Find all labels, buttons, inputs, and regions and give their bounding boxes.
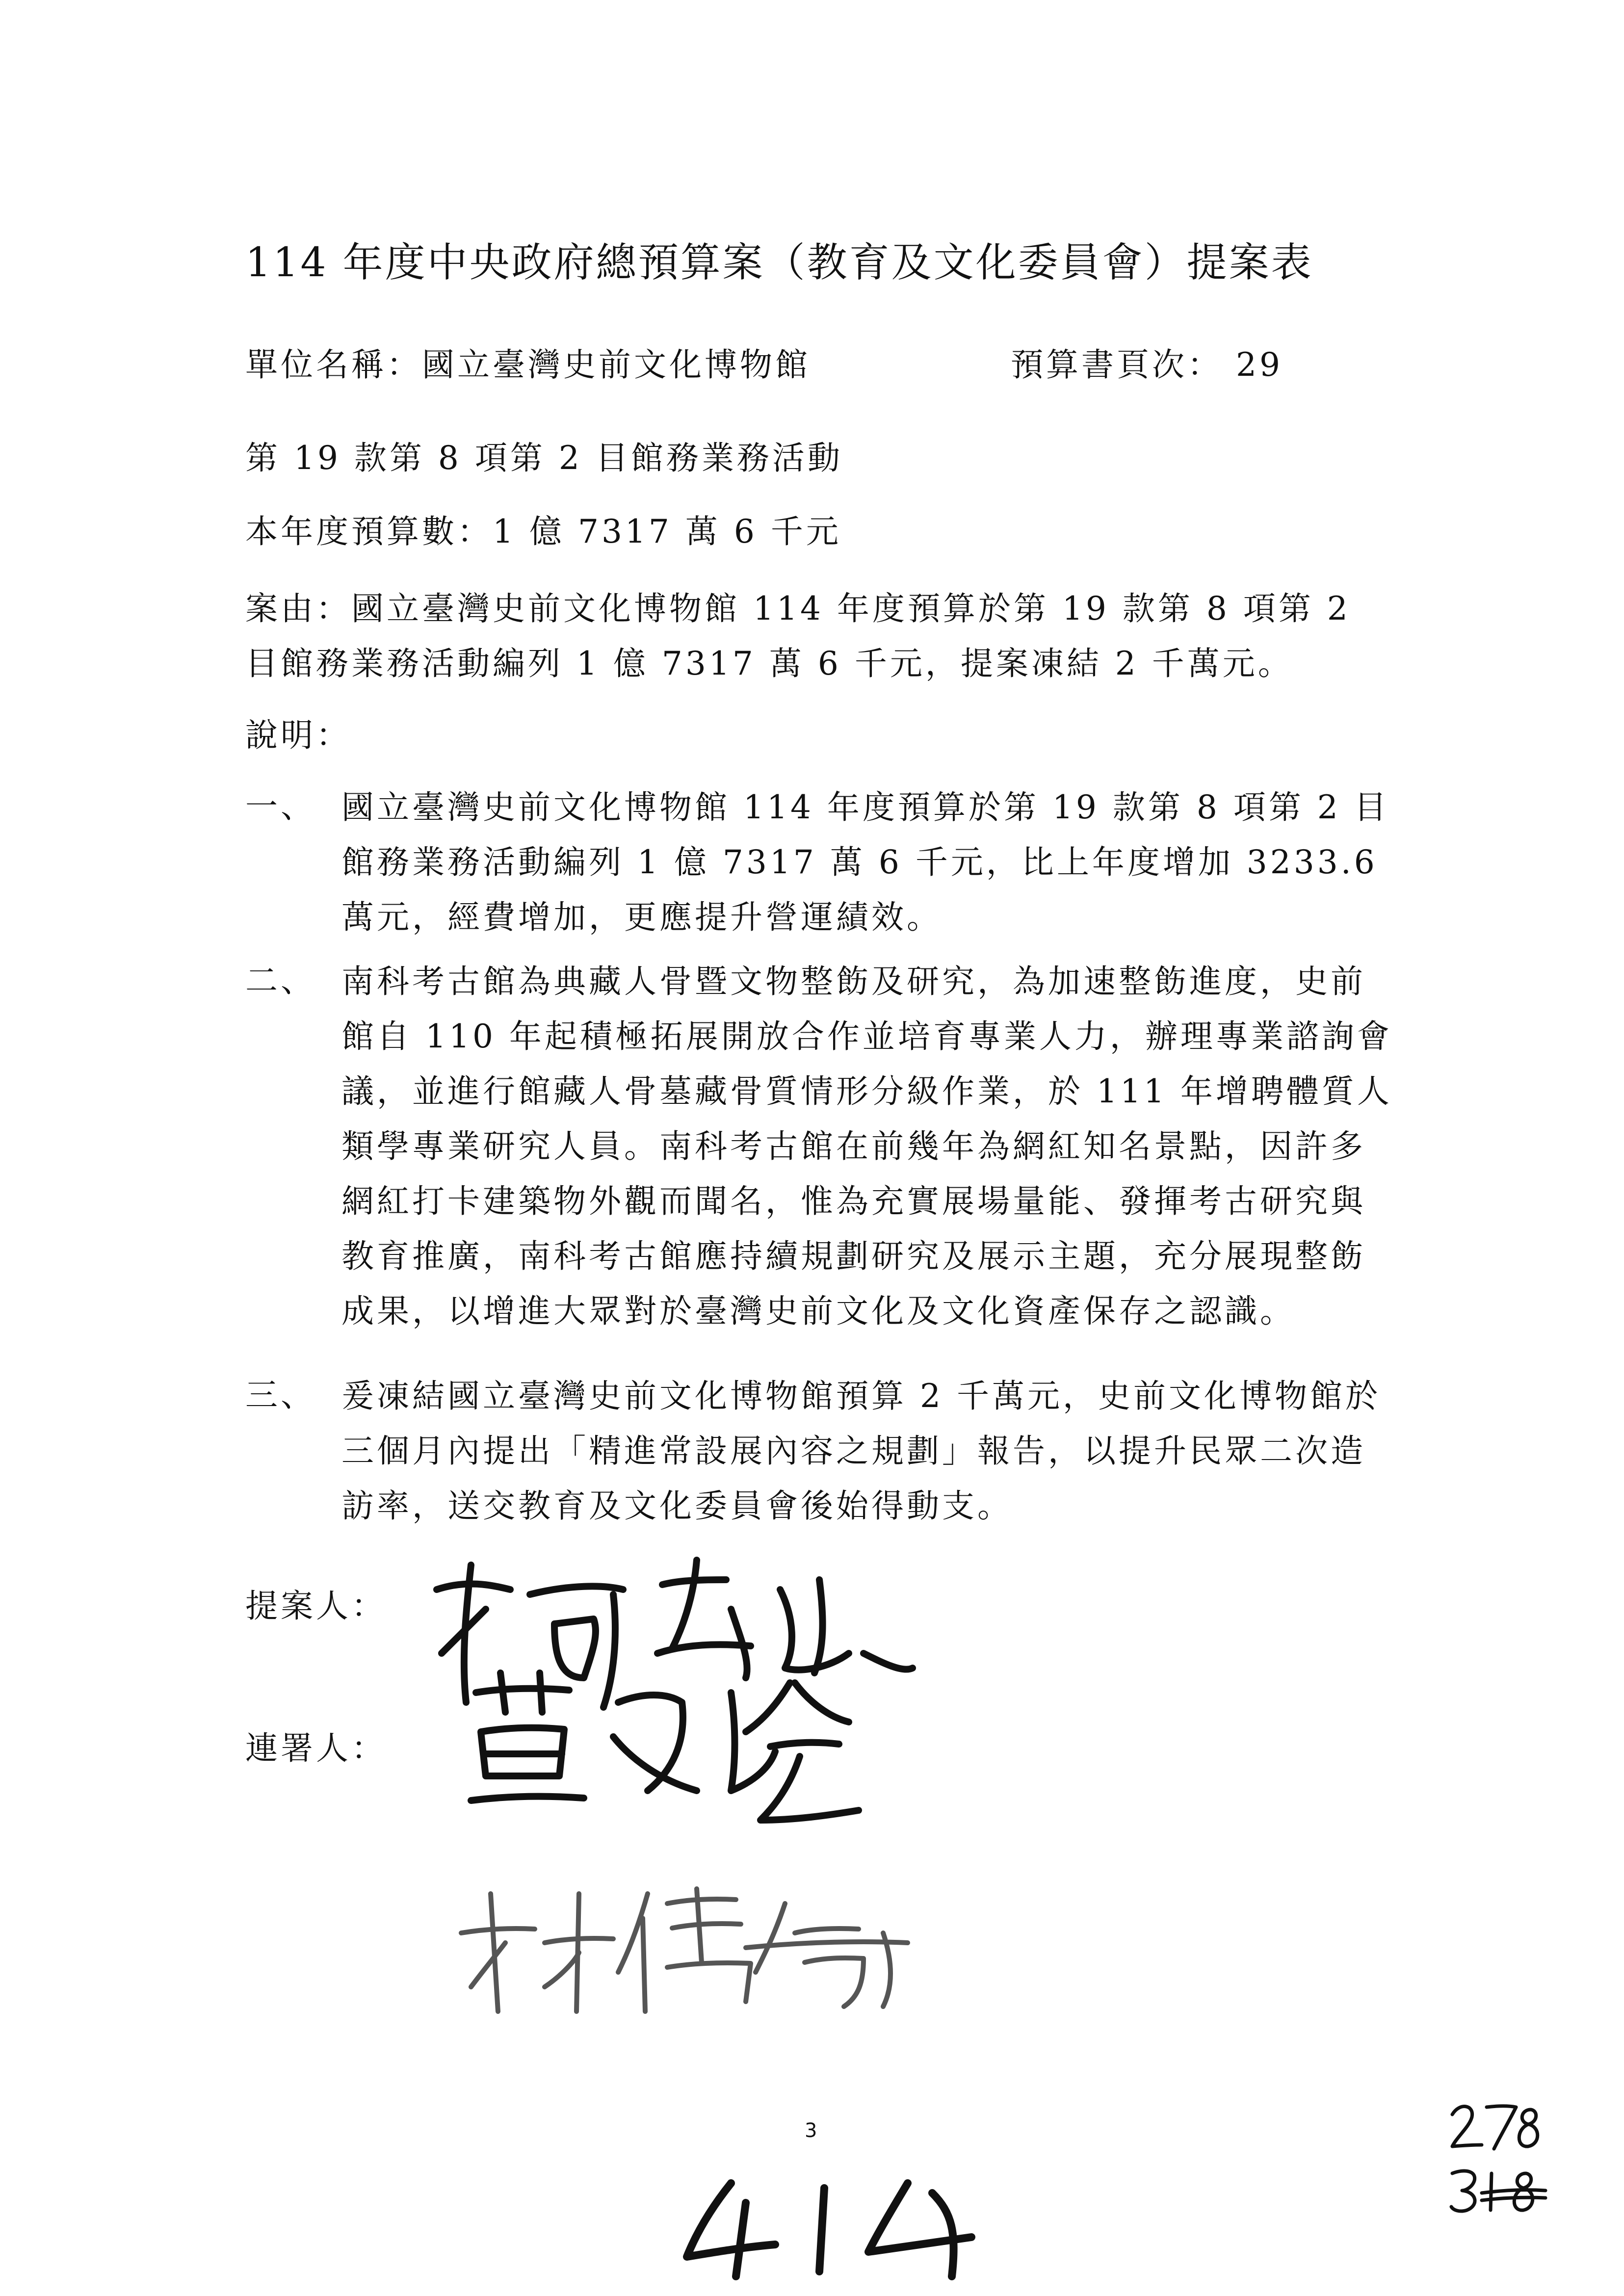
proposer-label: 提案人： xyxy=(245,1587,387,1625)
explanation-point-3 xyxy=(245,1369,1398,1534)
budget-page-reference: 預算書頁次： 29 xyxy=(1011,346,1283,384)
explanation-label: 說明： xyxy=(245,716,351,754)
annual-budget-line: 本年度預算數：1 億 7317 萬 6 千元 xyxy=(245,513,841,550)
explanation-point-2 xyxy=(245,954,1398,1339)
proposal-cause: 案由：國立臺灣史前文化博物館 114 年度預算於第 19 款第 8 項第 2 目館務業務活動編列 1 億 7317 萬 6 千元，提案凍結 2 千萬元。 xyxy=(245,590,1351,682)
page-number: 3 xyxy=(805,2119,817,2142)
cosigner-signature-2 xyxy=(451,1874,913,2021)
proposal-title: 114 年度中央政府總預算案（教育及文化委員會）提案表 xyxy=(245,239,1313,286)
budget-item-line: 第 19 款第 8 項第 2 目館務業務活動 xyxy=(245,439,843,477)
cosigner-signature-1 xyxy=(456,1663,898,1840)
margin-note-top xyxy=(1447,2100,1545,2154)
point-number: 二、 xyxy=(245,962,316,999)
cosigner-label: 連署人： xyxy=(245,1729,387,1767)
unit-name-line: 單位名稱：國立臺灣史前文化博物館 xyxy=(245,346,811,384)
point-number: 三、 xyxy=(245,1376,316,1414)
point-text: 南科考古館為典藏人骨暨文物整飭及研究，為加速整飭進度，史前館自 110 年起積極拓展開放合作並培育專業人力，辦理專業諮詢會議，並進行館藏人骨墓藏骨質情形分級作業，於 111 年增聘體質人類學專業研究人員。南科考古館在前幾年為網紅知名景點，因許多網紅打卡建築物外觀而聞名，惟為充實展場量能、發揮考古研究與教育推廣，南科考古館應持續規劃研究及展示主題，充分展現整飭成果，以增進大眾對於臺灣史前文化及文化資產保存之認識。 xyxy=(341,963,1392,1330)
margin-note-bottom xyxy=(1447,2164,1555,2218)
point-text: 爰凍結國立臺灣史前文化博物館預算 2 千萬元，史前文化博物館於三個月內提出「精進常設展內容之規劃」報告，以提升民眾二次造訪率，送交教育及文化委員會後始得動支。 xyxy=(341,1377,1381,1525)
point-text: 國立臺灣史前文化博物館 114 年度預算於第 19 款第 8 項第 2 目館務業務活動編列 1 億 7317 萬 6 千元，比上年度增加 3233.6 萬元，經費增加，更應提升營運績效。 xyxy=(341,788,1389,936)
handwritten-page-number xyxy=(677,2173,991,2281)
point-number: 一、 xyxy=(245,787,316,825)
explanation-point-1 xyxy=(245,780,1398,945)
